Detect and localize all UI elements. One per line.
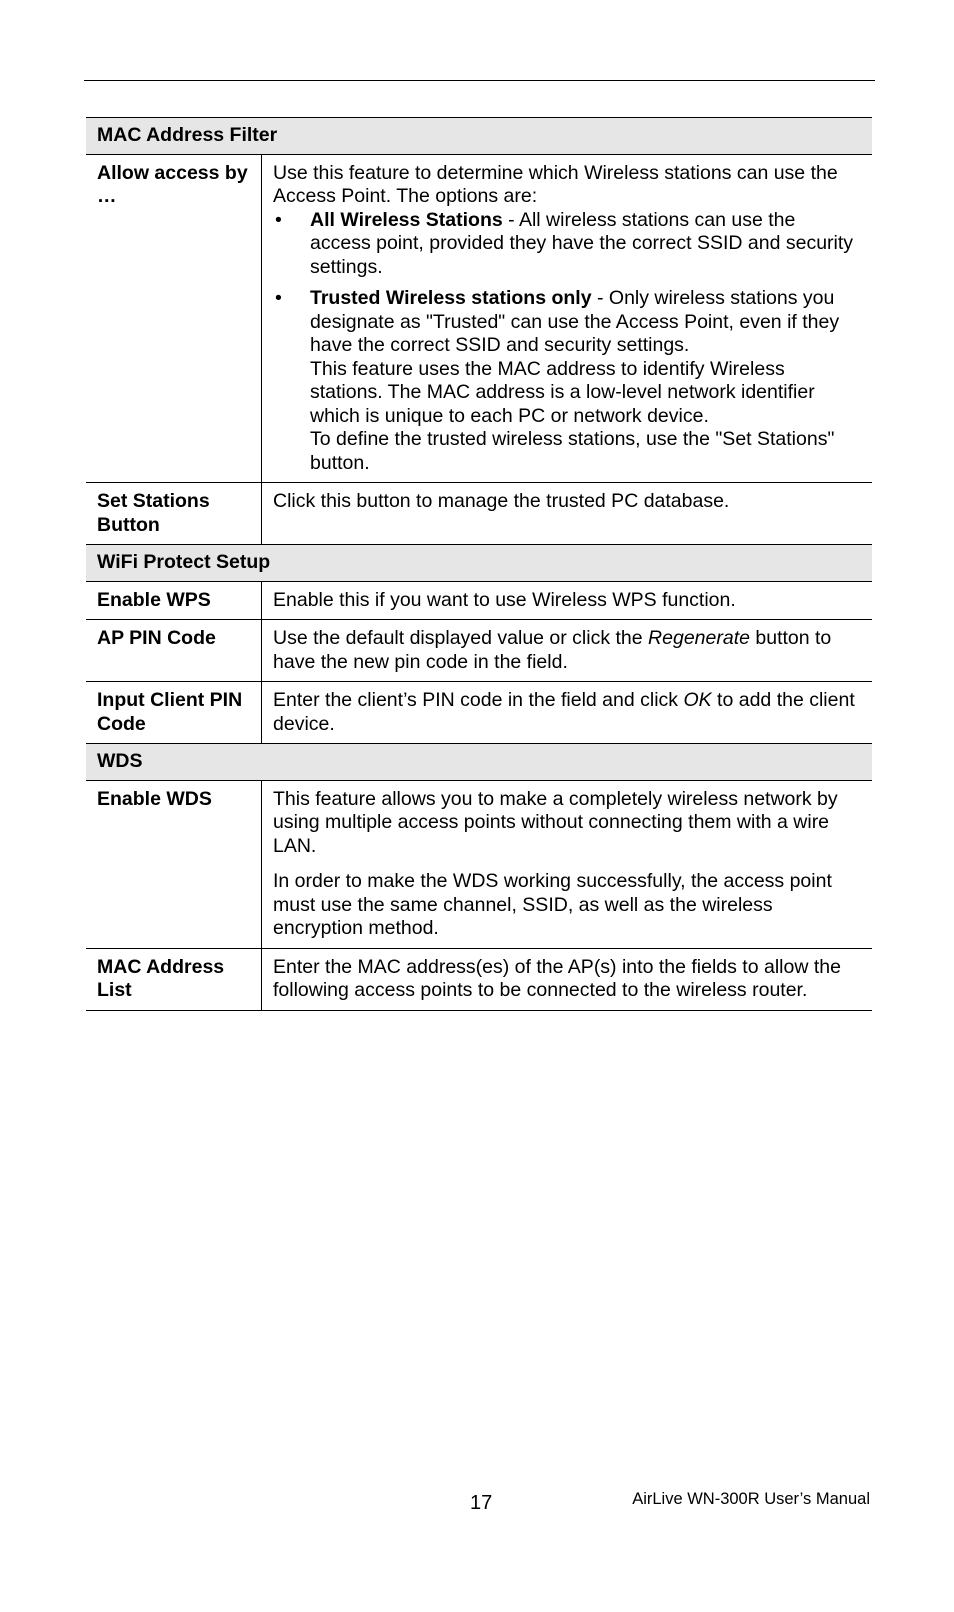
list-item-all-wireless-stations bbox=[273, 209, 861, 280]
option-description: - Only wireless stations you designate as "Trusted" can use the Access Point, even if they have the correct SSID and security settings. bbox=[310, 287, 840, 356]
table-row-allow-access bbox=[86, 154, 872, 483]
table-row-enable-wds bbox=[86, 780, 872, 948]
row-label: Enable WDS bbox=[86, 780, 262, 948]
section-title: MAC Address Filter bbox=[86, 118, 872, 155]
row-label: Allow access by … bbox=[86, 154, 262, 483]
row-label: Input Client PIN Code bbox=[86, 682, 262, 744]
option-name: Trusted Wireless stations only bbox=[310, 287, 592, 309]
description-emphasis: Regenerate bbox=[648, 627, 750, 649]
row-description: Click this button to manage the trusted PC database. bbox=[262, 483, 873, 545]
description-paragraph: In order to make the WDS working successfully, the access point must use the same channel, SSID, as well as the wireless encryption method. bbox=[273, 870, 832, 939]
table-row-input-client-pin bbox=[86, 682, 872, 744]
description-text: Enter the client’s PIN code in the field and click bbox=[273, 689, 684, 711]
bullet-icon: • bbox=[275, 208, 282, 231]
settings-table bbox=[86, 117, 872, 1011]
table-row-mac-address-list bbox=[86, 948, 872, 1010]
row-description bbox=[262, 620, 873, 682]
table-row-ap-pin-code bbox=[86, 620, 872, 682]
row-label: Enable WPS bbox=[86, 581, 262, 620]
section-header-mac-address-filter bbox=[86, 118, 872, 155]
section-title: WDS bbox=[86, 744, 872, 781]
row-label: Set Stations Button bbox=[86, 483, 262, 545]
description-text: button to have the new pin code in the field. bbox=[273, 627, 832, 673]
list-item-trusted-wireless-stations bbox=[273, 287, 861, 475]
section-title: WiFi Protect Setup bbox=[86, 545, 872, 582]
row-description bbox=[262, 682, 873, 744]
table-row-set-stations bbox=[86, 483, 872, 545]
bullet-icon: • bbox=[275, 287, 282, 309]
row-description bbox=[262, 154, 873, 483]
option-description: - All wireless stations can use the access point, provided they have the correct SSID and security settings. bbox=[310, 208, 854, 278]
table-row-enable-wps bbox=[86, 581, 872, 620]
manual-title: AirLive WN-300R User’s Manual bbox=[632, 1490, 870, 1508]
row-description: Enable this if you want to use Wireless WPS function. bbox=[262, 581, 873, 620]
header-rule bbox=[84, 80, 875, 81]
description-text: Use the default displayed value or click the bbox=[273, 627, 649, 649]
description-intro: Use this feature to determine which Wireless stations can use the Access Point. The options are: bbox=[273, 161, 838, 207]
row-description: Enter the MAC address(es) of the AP(s) into the fields to allow the following access points to be connected to the wireless router. bbox=[262, 948, 873, 1010]
option-name: All Wireless Stations bbox=[310, 208, 503, 231]
section-header-wds bbox=[86, 744, 872, 781]
section-header-wifi-protect-setup bbox=[86, 545, 872, 582]
page-number: 17 bbox=[470, 1492, 493, 1514]
option-instruction: To define the trusted wireless stations, use the "Set Stations" button. bbox=[310, 428, 835, 474]
options-list bbox=[273, 209, 861, 476]
row-label: MAC Address List bbox=[86, 948, 262, 1010]
row-description bbox=[262, 780, 873, 948]
description-emphasis: OK bbox=[683, 689, 712, 711]
row-label: AP PIN Code bbox=[86, 620, 262, 682]
option-detail: This feature uses the MAC address to identify Wireless stations. The MAC address is a low-level network identifier which is unique to each PC or network device. bbox=[310, 357, 815, 427]
description-paragraph: This feature allows you to make a completely wireless network by using multiple access points without connecting them with a wire LAN. bbox=[273, 787, 838, 857]
description-text: to add the client device. bbox=[273, 689, 855, 735]
